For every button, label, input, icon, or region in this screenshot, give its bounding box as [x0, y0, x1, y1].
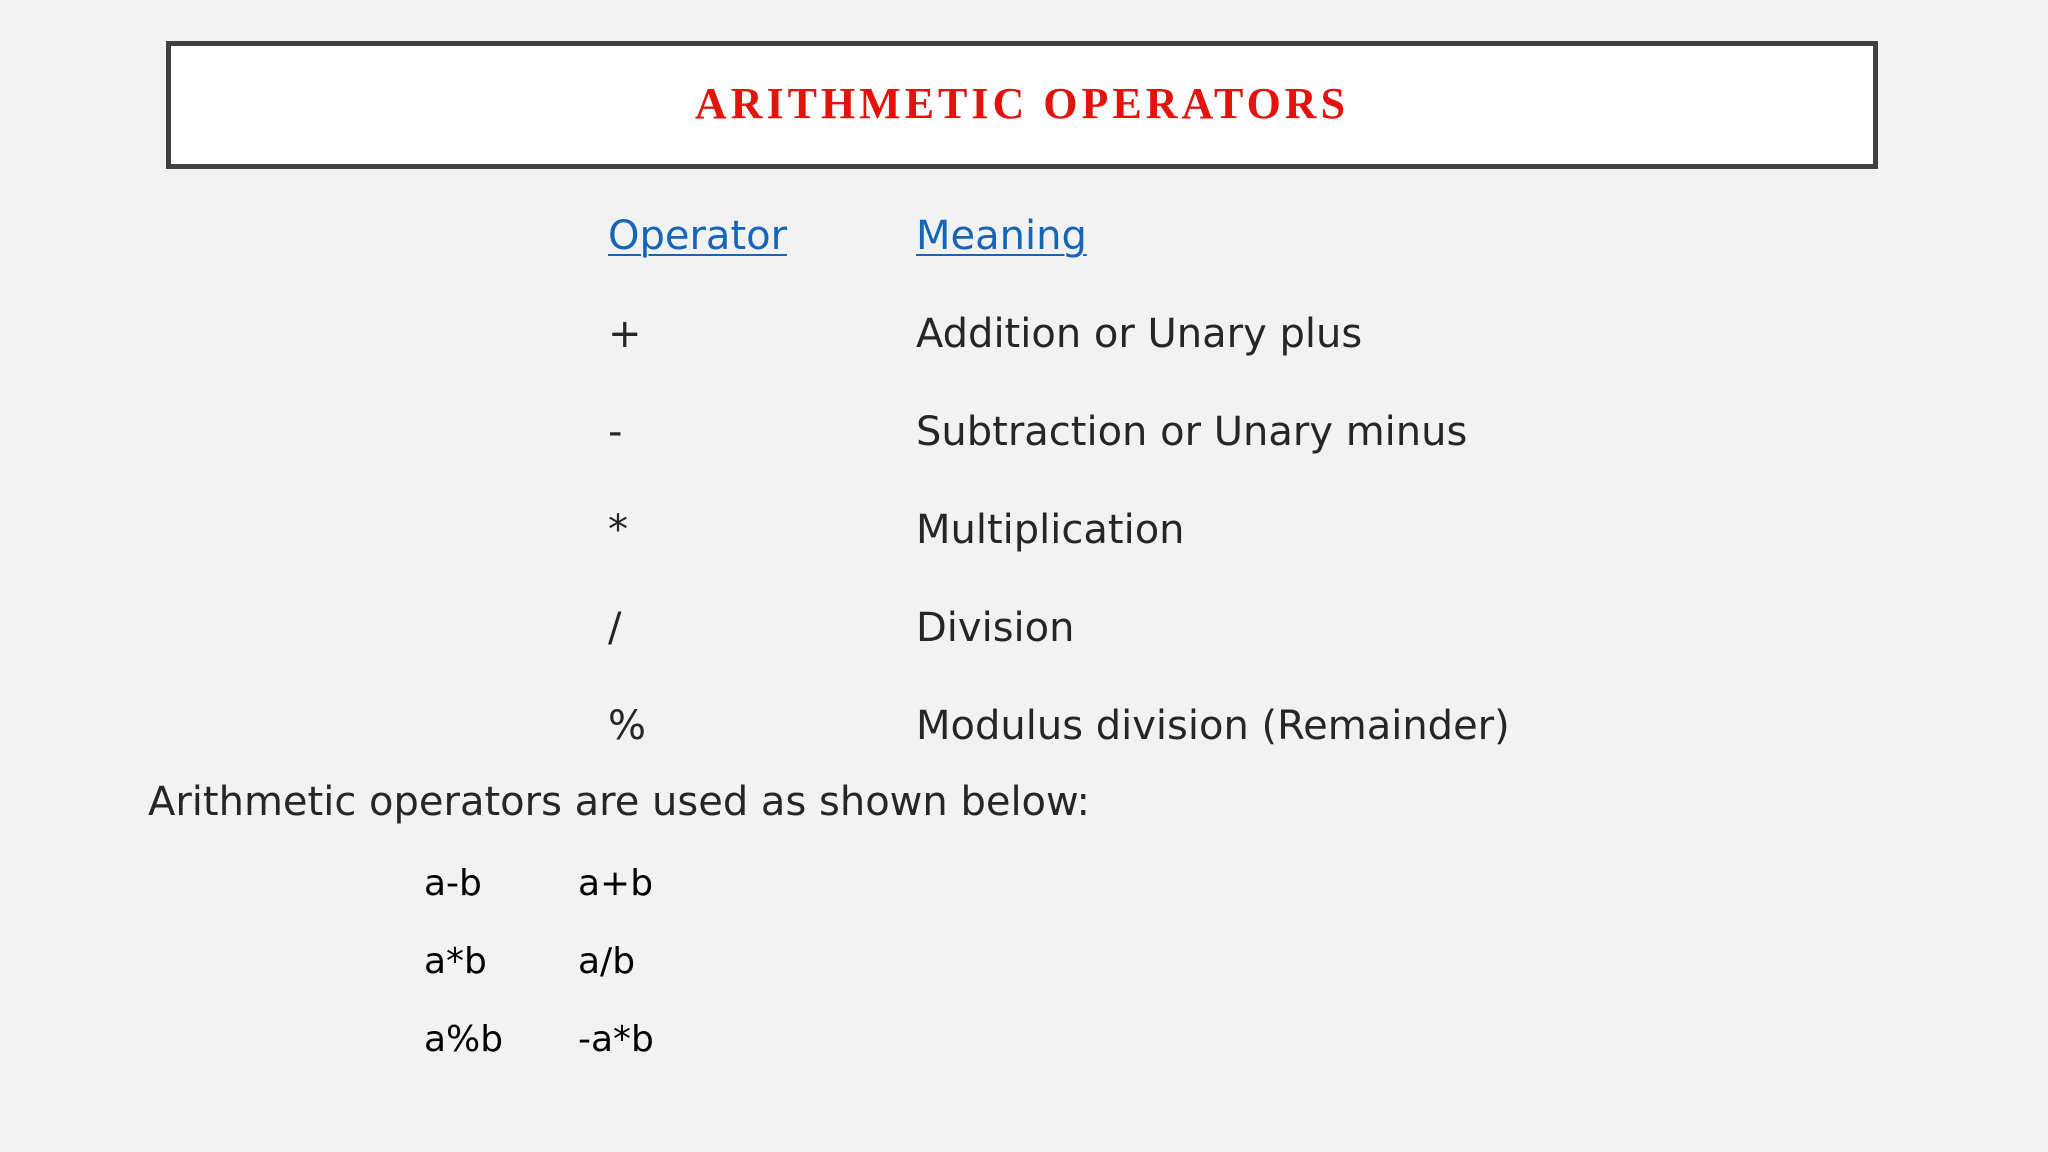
- example-expression: a%b: [424, 1019, 504, 1060]
- meaning-cell: Division: [916, 605, 1075, 651]
- example-expression: a-b: [424, 863, 482, 904]
- example-expression: a/b: [578, 941, 636, 982]
- operator-cell: +: [608, 311, 642, 357]
- operator-cell: -: [608, 409, 623, 455]
- operator-cell: %: [608, 703, 647, 749]
- meaning-cell: Subtraction or Unary minus: [916, 409, 1468, 455]
- slide-title: ARITHMETIC OPERATORS: [694, 78, 1350, 128]
- header-meaning: Meaning: [916, 213, 1087, 259]
- title-box: [166, 41, 1878, 169]
- operator-cell: *: [608, 507, 628, 553]
- operator-cell: /: [608, 605, 622, 651]
- header-operator: Operator: [608, 213, 788, 259]
- meaning-cell: Addition or Unary plus: [916, 311, 1363, 357]
- example-expression: a*b: [424, 941, 487, 982]
- usage-intro: Arithmetic operators are used as shown below:: [148, 779, 1091, 825]
- example-expression: a+b: [578, 863, 654, 904]
- meaning-cell: Modulus division (Remainder): [916, 703, 1510, 749]
- meaning-cell: Multiplication: [916, 507, 1185, 553]
- example-expression: -a*b: [578, 1019, 654, 1060]
